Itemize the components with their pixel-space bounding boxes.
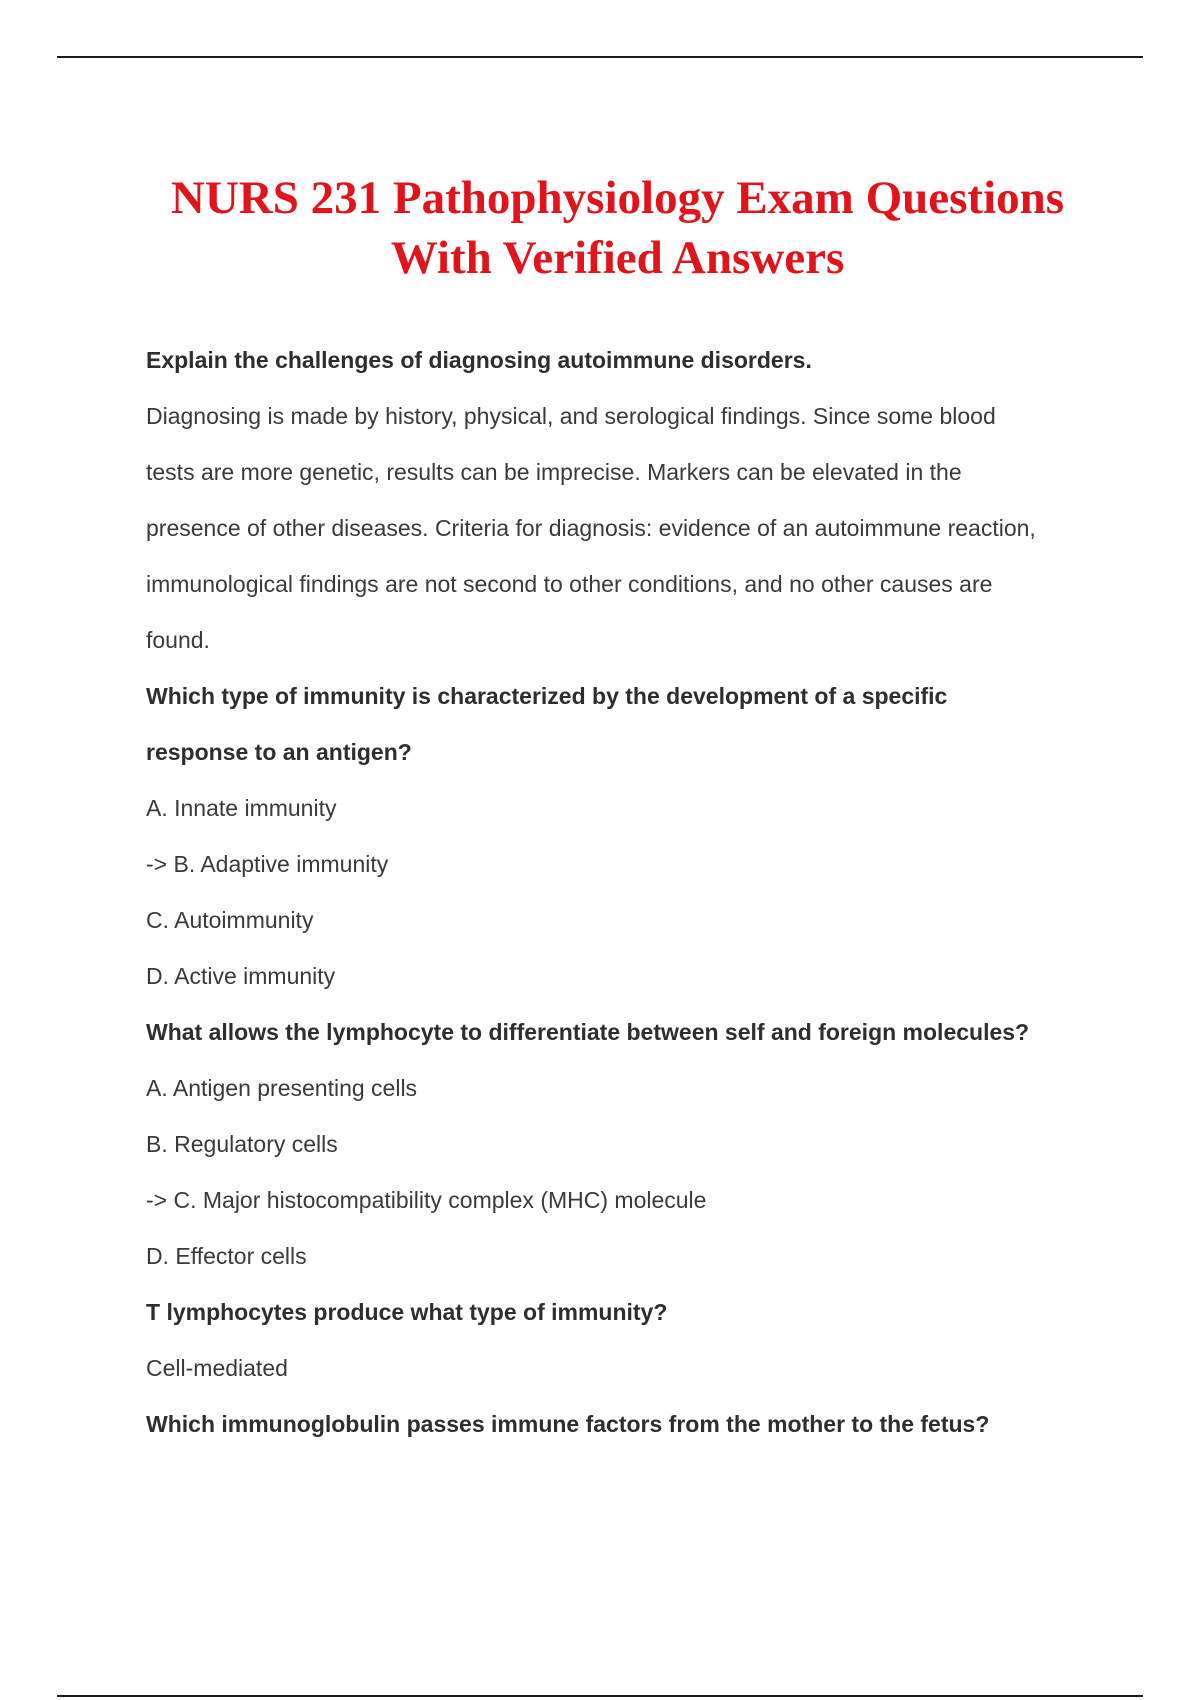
option-c: C. Autoimmunity [146,907,314,933]
question-text: Explain the challenges of diagnosing autoimmune disorders. [146,347,812,373]
option-d: D. Active immunity [146,963,336,989]
option-b: B. Regulatory cells [146,1131,338,1157]
top-divider [57,56,1143,58]
question-block-3 [146,1004,1106,1284]
document-body [146,332,1106,1452]
document-title [80,168,1155,288]
question-block-2 [146,668,1106,1004]
answer-line: presence of other diseases. Criteria for diagnosis: evidence of an autoimmune reaction, [146,515,1036,541]
answer-line: Diagnosing is made by history, physical, and serological findings. Since some blood [146,403,996,429]
question-block-5 [146,1396,1106,1452]
question-text: What allows the lymphocyte to differentiate between self and foreign molecules? [146,1019,1030,1045]
answer-line: tests are more genetic, results can be imprecise. Markers can be elevated in the [146,459,962,485]
option-a: A. Antigen presenting cells [146,1075,418,1101]
answer-line: Cell-mediated [146,1355,288,1381]
answer-line: found. [146,627,210,653]
option-a: A. Innate immunity [146,795,337,821]
answer-line: immunological findings are not second to other conditions, and no other causes are [146,571,993,597]
question-text: Which type of immunity is characterized by the development of a specific [146,683,948,709]
option-b-correct: -> B. Adaptive immunity [146,851,389,877]
question-block-1 [146,332,1106,668]
question-text: T lymphocytes produce what type of immunity? [146,1299,668,1325]
question-block-4 [146,1284,1106,1396]
question-text: response to an antigen? [146,739,412,765]
title-line-2: With Verified Answers [390,232,845,284]
bottom-divider [57,1695,1143,1697]
title-line-1: NURS 231 Pathophysiology Exam Questions [170,172,1065,224]
option-d: D. Effector cells [146,1243,307,1269]
question-text: Which immunoglobulin passes immune factors from the mother to the fetus? [146,1411,990,1437]
option-c-correct: -> C. Major histocompatibility complex (MHC) molecule [146,1187,707,1213]
